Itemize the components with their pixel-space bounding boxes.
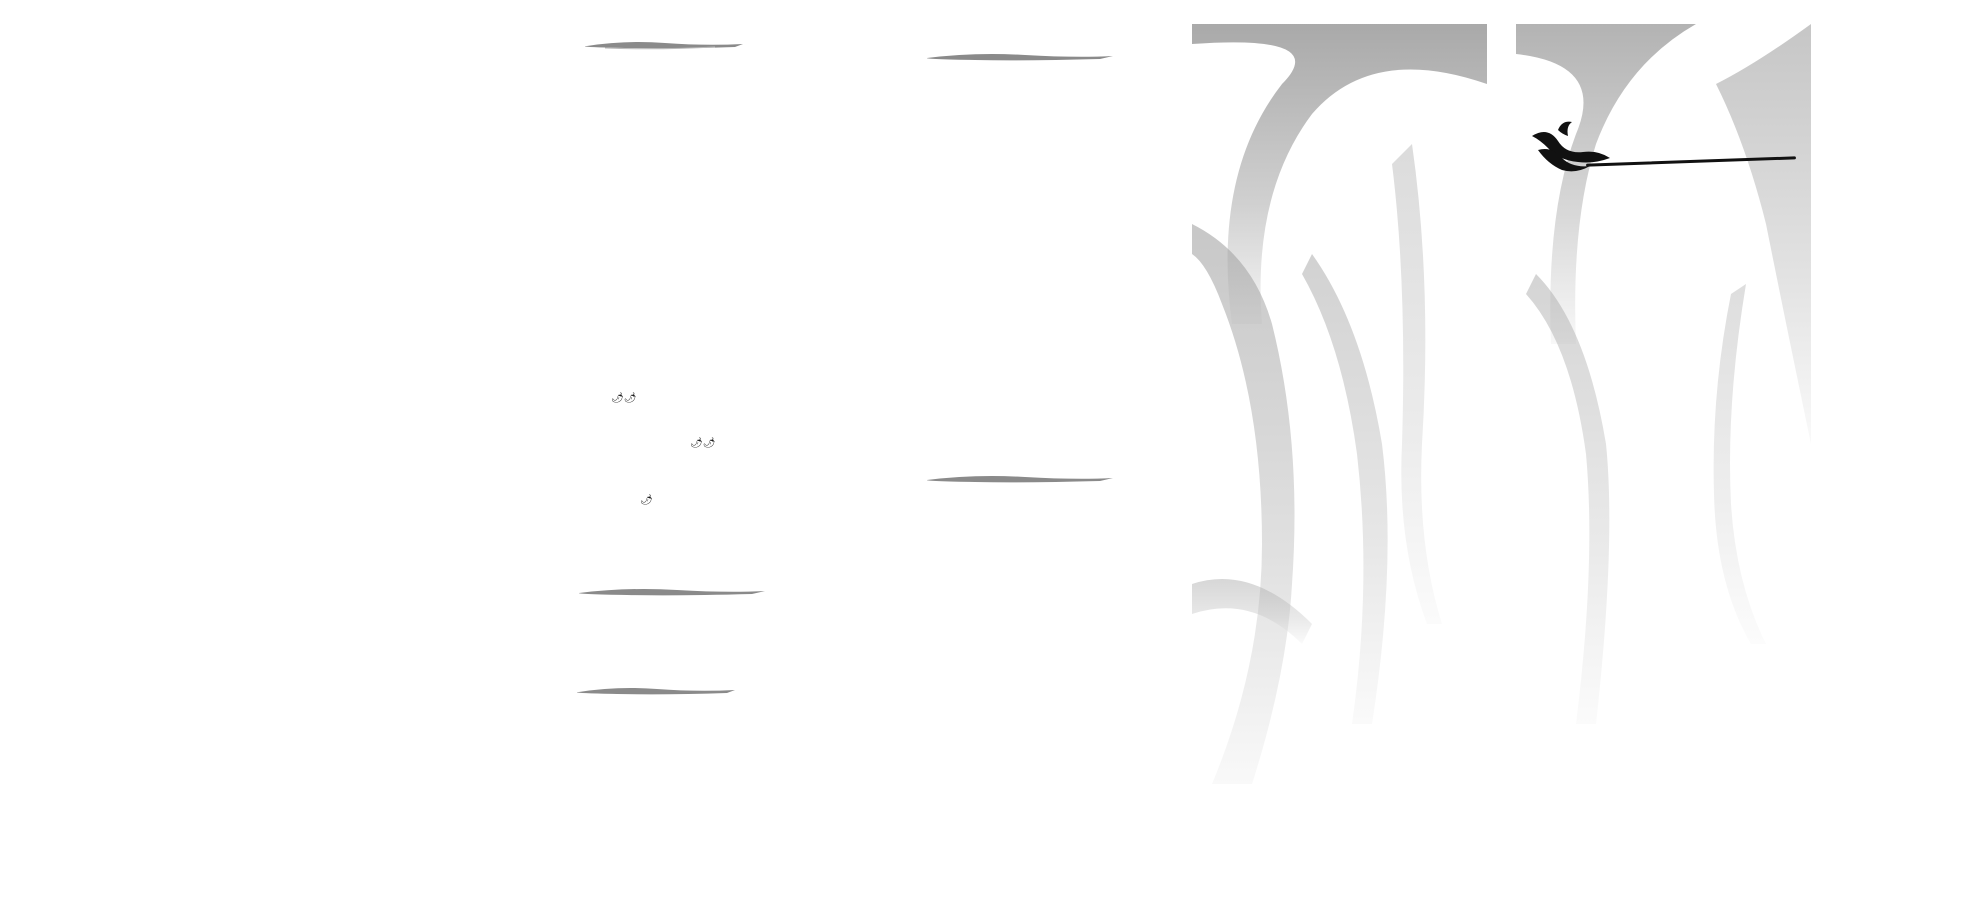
brush-divider [577, 684, 737, 698]
cover-right-panel [1516, 24, 1811, 784]
brush-divider [577, 585, 767, 599]
spicy-pepper-icon: 🌶 [640, 495, 653, 506]
spicy-pepper-icon: 🌶🌶 [690, 438, 716, 449]
brush-divider [925, 472, 1115, 486]
spicy-pepper-icon: 🌶🌶 [611, 393, 637, 404]
cover-left-panel [1192, 24, 1487, 784]
brush-divider [925, 50, 1115, 64]
logo-flame-icon [1528, 116, 1613, 176]
brush-divider [585, 38, 745, 52]
swirl-pattern [1192, 24, 1487, 784]
